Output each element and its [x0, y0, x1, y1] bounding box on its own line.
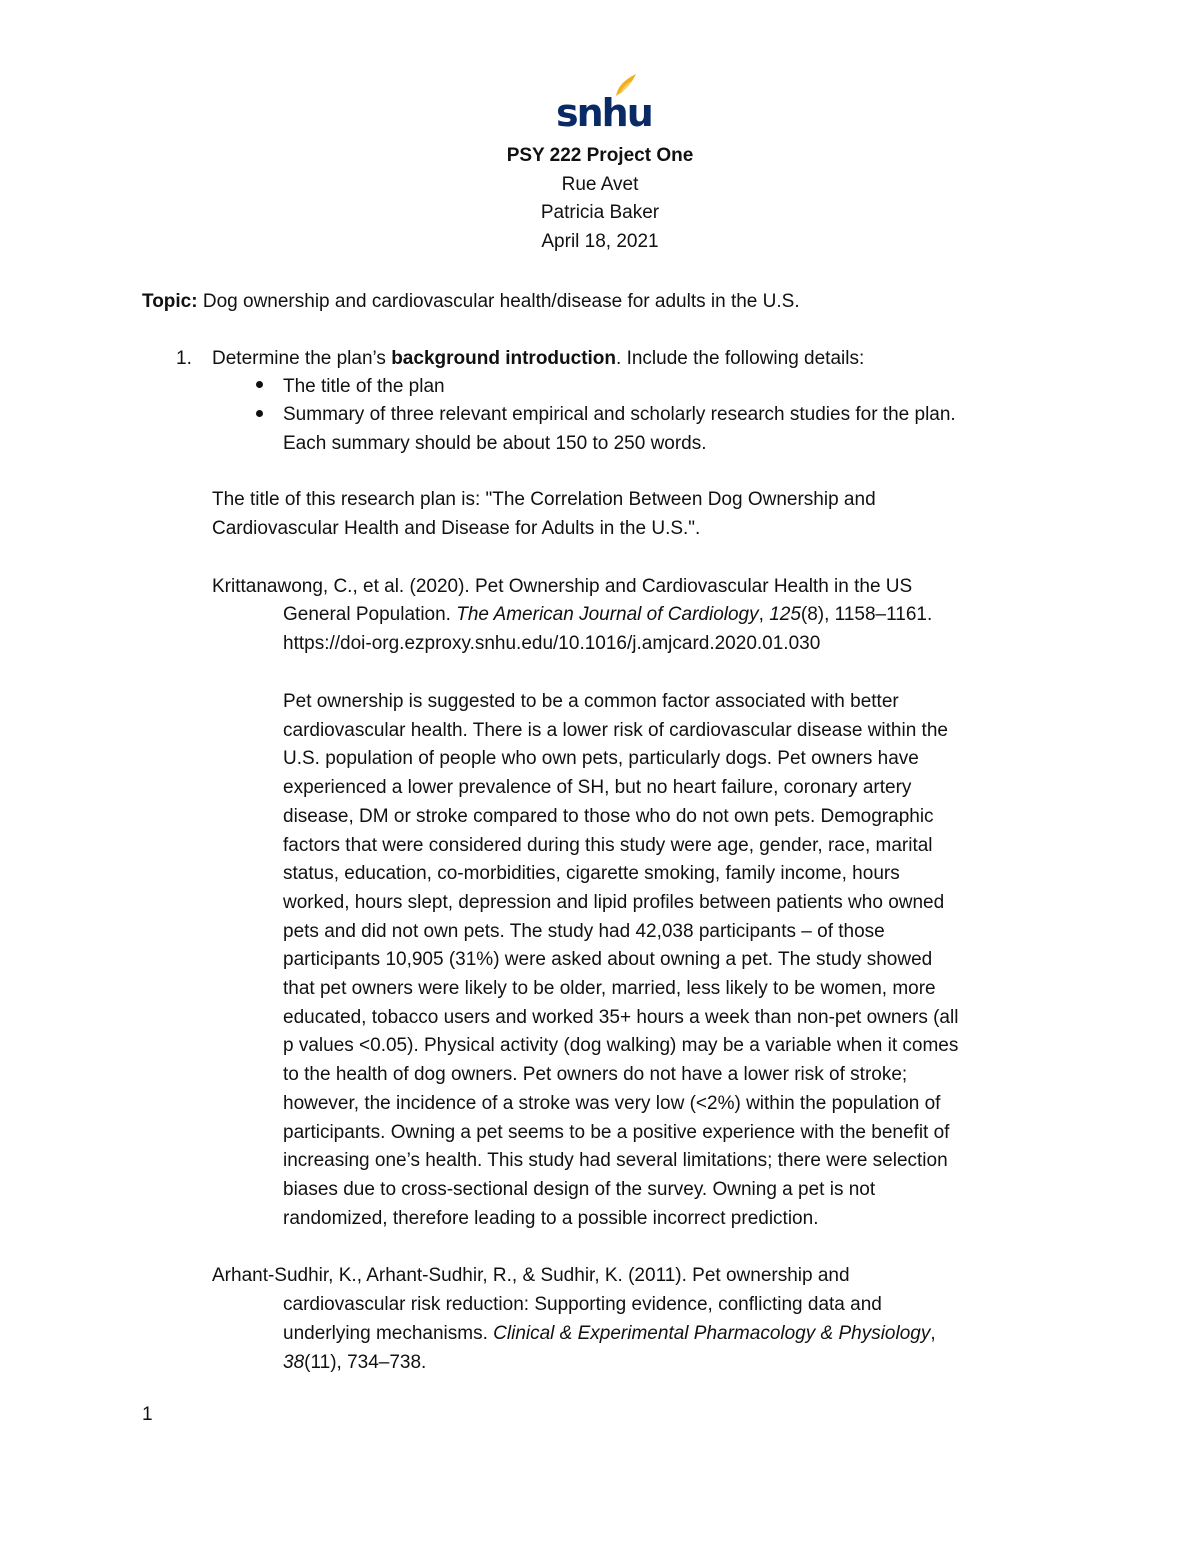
summary-line: however, the incidence of a stroke was very low (<2%) within the population of [283, 1092, 941, 1114]
summary-line: status, education, co-morbidities, cigarette smoking, family income, hours [283, 863, 900, 885]
summary-line: U.S. population of people who own pets, particularly dogs. Pet owners have [283, 748, 919, 770]
list-number: 1. [176, 348, 192, 369]
topic-label: Topic: [142, 291, 198, 312]
reference-1-line-2: General Population. The American Journal of Cardiology, 125(8), 1158–1161. [283, 604, 933, 625]
reference-2-line-2: cardiovascular risk reduction: Supporting evidence, conflicting data and [283, 1294, 882, 1315]
reference-2-line-1: Arhant-Sudhir, K., Arhant-Sudhir, R., & Sudhir, K. (2011). Pet ownership and [212, 1265, 850, 1286]
summary-line: disease, DM or stroke compared to those who do not own pets. Demographic [283, 805, 934, 827]
page-number: 1 [142, 1404, 153, 1425]
summary-line: biases due to cross-sectional design of the survey. Owning a pet is not [283, 1178, 876, 1200]
journal-volume: 125 [769, 604, 801, 625]
summary-line: Pet ownership is suggested to be a common factor associated with better [283, 691, 899, 712]
summary-line: to the health of dog owners. Pet owners do not have a lower risk of stroke; [283, 1064, 908, 1086]
journal-title: The American Journal of Cardiology [456, 604, 759, 625]
summary-line: increasing one’s health. This study had several limitations; there were selection [283, 1150, 948, 1172]
step1-instruction: Determine the plan’s background introduction. Include the following details: [212, 348, 865, 369]
title-statement: The title of this research plan is: "The Correlation Between Dog Ownership and Cardiovascular Health and Disease for Adults in the U.S.". [212, 489, 876, 539]
summary-line: worked, hours slept, depression and lipid profiles between patients who owned [283, 891, 945, 913]
logo-text: snhu [556, 91, 652, 135]
summary-line: pets and did not own pets. The study had 42,038 participants – of those [283, 920, 885, 942]
summary-line: participants. Owning a pet seems to be a positive experience with the benefit of [283, 1121, 950, 1143]
summary-line: educated, tobacco users and worked 35+ hours a week than non-pet owners (all [283, 1006, 959, 1028]
bullet-item: Summary of three relevant empirical and scholarly research studies for the plan. [283, 404, 956, 425]
snhu-logo [556, 72, 652, 135]
summary-line: participants 10,905 (31%) were asked about owning a pet. The study showed [283, 949, 933, 971]
project-title: PSY 222 Project One [506, 145, 694, 166]
summary-line: p values <0.05). Physical activity (dog walking) may be a variable when it comes [283, 1035, 959, 1057]
author-name-2: Patricia Baker [540, 202, 660, 223]
bullet-icon [256, 381, 263, 388]
bullet-item-continuation: Each summary should be about 150 to 250 words. [283, 433, 707, 454]
topic-text: Dog ownership and cardiovascular health/disease for adults in the U.S. [197, 291, 800, 312]
reference-1-doi: https://doi-org.ezproxy.snhu.edu/10.1016/j.amjcard.2020.01.030 [283, 633, 821, 654]
emphasis-text: background introduction [391, 348, 617, 369]
document-date: April 18, 2021 [541, 230, 659, 252]
journal-volume: 38 [283, 1352, 305, 1373]
reference-2-line-4: 38(11), 734–738. [283, 1352, 427, 1373]
summary-line: randomized, therefore leading to a possible incorrect prediction. [283, 1207, 819, 1229]
summary-line: that pet owners were likely to be older, married, less likely to be women, more [283, 978, 936, 1000]
summary-paragraph-1 [283, 688, 958, 1233]
summary-line: experienced a lower prevalence of SH, but no heart failure, coronary artery [283, 777, 912, 799]
author-name-1: Rue Avet [561, 173, 639, 195]
document-header [0, 142, 1200, 256]
reference-1-line-1: Krittanawong, C., et al. (2020). Pet Ownership and Cardiovascular Health in the US [212, 576, 913, 597]
summary-line: cardiovascular health. There is a lower risk of cardiovascular disease within the [283, 719, 948, 741]
summary-line: factors that were considered during this study were age, gender, race, marital [283, 834, 933, 856]
journal-title: Clinical & Experimental Pharmacology & Physiology [493, 1323, 931, 1344]
bullet-item: The title of the plan [283, 376, 445, 397]
bullet-icon [256, 410, 263, 417]
reference-2-line-3: underlying mechanisms. Clinical & Experimental Pharmacology & Physiology, [283, 1323, 936, 1344]
topic-line [142, 288, 800, 317]
